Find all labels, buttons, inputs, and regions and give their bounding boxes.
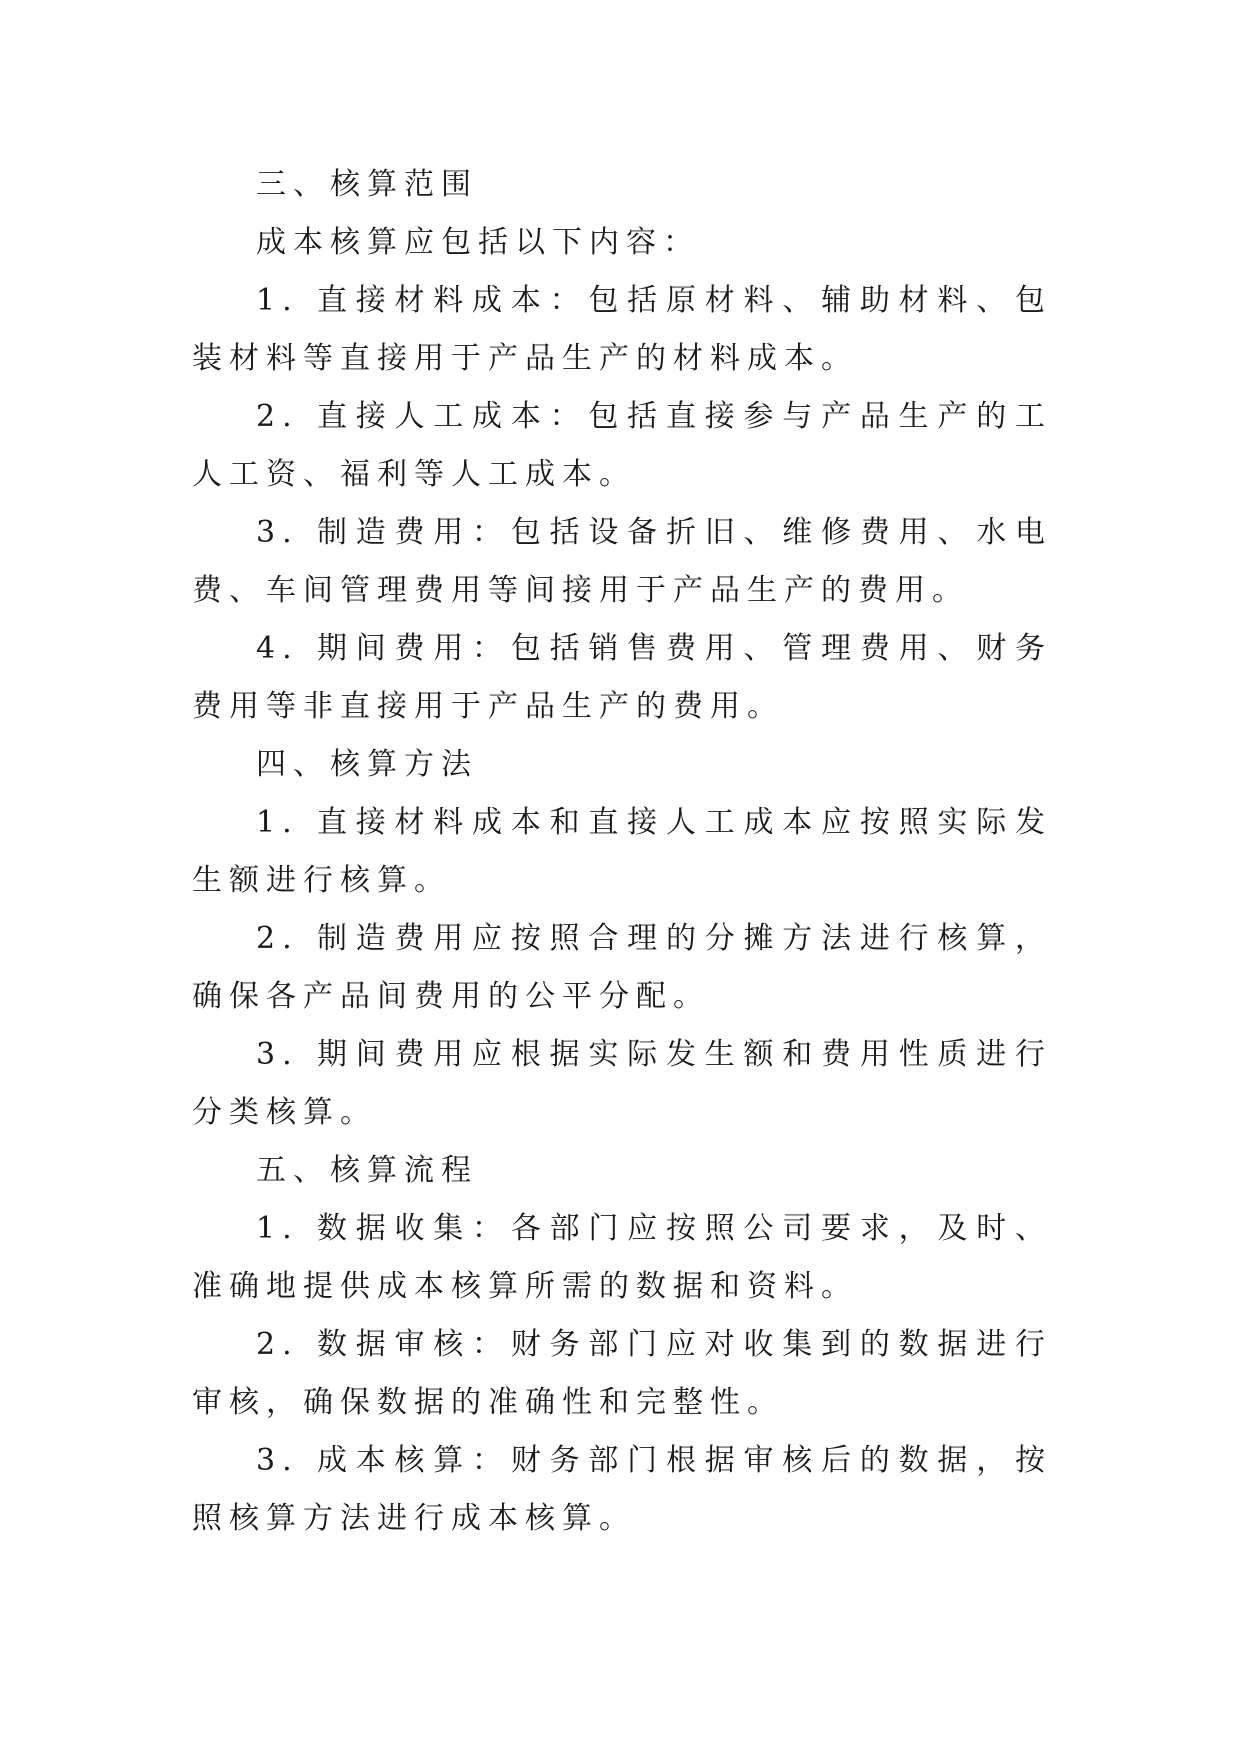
list-item-method-1: 1. 直接材料成本和直接人工成本应按照实际发生额进行核算。	[192, 805, 1052, 898]
list-item-method-3: 3. 期间费用应根据实际发生额和费用性质进行分类核算。	[192, 1037, 1052, 1130]
list-item-process-3: 3. 成本核算：财务部门根据审核后的数据，按照核算方法进行成本核算。	[192, 1443, 1052, 1536]
list-item-process-1: 1. 数据收集：各部门应按照公司要求，及时、准确地提供成本核算所需的数据和资料。	[192, 1211, 1052, 1304]
section-heading-scope: 三、核算范围	[256, 167, 478, 202]
list-item-process-2: 2. 数据审核：财务部门应对收集到的数据进行审核，确保数据的准确性和完整性。	[192, 1327, 1052, 1420]
document-body	[192, 156, 1052, 1548]
list-item-direct-labor: 2. 直接人工成本：包括直接参与产品生产的工人工资、福利等人工成本。	[192, 399, 1052, 492]
section-heading-process: 五、核算流程	[256, 1153, 478, 1188]
section-heading-method: 四、核算方法	[256, 747, 478, 782]
list-item-period-expenses: 4. 期间费用：包括销售费用、管理费用、财务费用等非直接用于产品生产的费用。	[192, 631, 1052, 724]
list-item-manufacturing-overhead: 3. 制造费用：包括设备折旧、维修费用、水电费、车间管理费用等间接用于产品生产的费用。	[192, 515, 1052, 608]
list-item-direct-materials: 1. 直接材料成本：包括原材料、辅助材料、包装材料等直接用于产品生产的材料成本。	[192, 283, 1052, 376]
list-item-method-2: 2. 制造费用应按照合理的分摊方法进行核算，确保各产品间费用的公平分配。	[192, 921, 1052, 1014]
paragraph-scope-intro: 成本核算应包括以下内容：	[256, 225, 700, 260]
